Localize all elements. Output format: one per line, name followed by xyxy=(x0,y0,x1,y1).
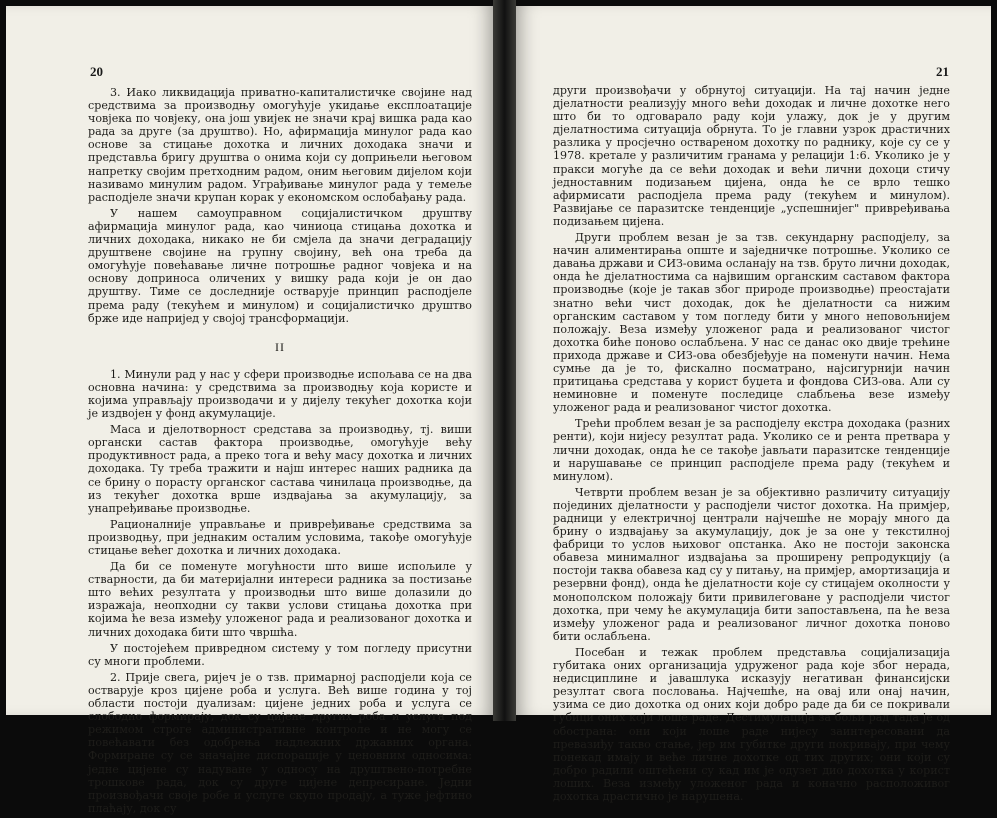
page-number: 20 xyxy=(90,64,103,79)
paragraph: 3. Иако ликвидација приватно-капиталистичке својине над средствима за производњу омогућује укидање експлоатације човјека по човјеку, она још увијек не значи крај вишка рада као рада за друге (за друштво). Но, афирмација минулог рада као основе за стицање дохотка и личних доходака значи и представља бригу друштва о онима који су доприњели његовом напретку својим претходним радом, оним његовим дијелом који називамо минулим радом. Уграђивање минулог рада у темеље расподјеле значи крупан корак у економском ослобађању рада. xyxy=(88,86,472,204)
paragraph: Рационалније управљање и привређивање средствима за производњу, при једнаким осталим условима, такође омогућује стицање већег дохотка и личних доходака. xyxy=(88,517,472,557)
paragraph: У постојећем привредном систему у том погледу присутни су многи проблеми. xyxy=(88,641,472,668)
book-gutter xyxy=(493,0,516,721)
paragraph: Посебан и тежак проблем представља социјализација губитака оних организација удруженог рада које због нерада, недисциплине и јавашлука исказују негативан финансијски резултат свога пословања. Најчешће, на овај или онај начин, узима се дио дохотка од оних који добро раде да би се покривали губици оних који лоше раде. Дестимулација за бољи рад тада је од обострана: они који лоше раде нијесу заинтересовани да превазиђу такво стање, јер им губитке други покривају, при чему понекад имају и веће личне дохотке од тих других; они који су добро радили оштећени су кад им је одузет дио дохотка у корист лоших. Веза између уложеног рада и коначно расположивог дохотка драстично је нарушена. xyxy=(553,645,950,803)
paragraph: 1. Минули рад у нас у сфери производње испољава се на два основна начина: у средствима за производњу која користе и којима управљају производачи и у дијелу текућег дохотка који је издвојен у фонд акумулације. xyxy=(88,367,472,421)
paragraph: Други проблем везан је за тзв. секундарну расподјелу, за начин алиментирања опште и заједничке потрошње. Уколико се давања држави и СИЗ-овима осланају на тзв. бруто лични доходак, онда ће дјелатностима са највишим органским саставом фактора производње (које је такав због природе производње) преостајати знатно већи чист доходак, док ће дјелатности са нижим органским саставом у том погледу бити у много неповољнијем положају. Веза између уложеног рада и реализованог чистог дохотка биће поново ослабљена. У нас се данас око двије трећине прихода државе и СИЗ-ова обезбјеђује на поменути начин. Нема сумње да је то, фискално посматрано, најсигурнији начин притицања средстава у корист буџета и фондова СИЗ-ова. Али су неминовне и поменуте последице слабљења везе између уложеног рада и реализованог чистог дохотка. xyxy=(553,231,950,415)
page-number: 21 xyxy=(936,64,949,79)
paragraph: Трећи проблем везан је за расподјелу екстра доходака (разних ренти), који нијесу резултат рада. Уколико се и рента претвара у лични доходак, онда ће се такође јављати паразитске тенденције и нарушавање се принцип расподјеле према раду (текућем и минулом). xyxy=(553,417,950,483)
right-page xyxy=(516,6,991,803)
left-page-text xyxy=(88,86,472,818)
right-page-text xyxy=(553,84,950,806)
paragraph: Четврти проблем везан је за објективно различиту ситуацију појединих дјелатности у расподјели чистог дохотка. На примјер, радници у електричној централи најчешће не морају много да брину о издвајању за акумулацију, док је за оне у текстилној фабрици то услов њиховог опстанка. Ако не постоји законска обавеза минималног издвајања за проширену репродукцију (а постоји таква обавеза кад су у питању, на примјер, амортизација и резервни фонд), онда ће дјелатности које су стицајем околности у монополском положају бити привилеговане у расподјели чистог дохотка, при чему ће акумулација бити запостављена, па ће веза између уложеног рада и реализованог личног дохотка поново бити ослабљена. xyxy=(553,485,950,643)
paragraph: 2. Прије свега, ријеч је о тзв. примарној расподјели која се остварује кроз цијене роба и услуга. Већ више година у тој области постоји дуализам: цијене једних роба и услуга се слободно формирају, док су цијене других роба и услуга под режимом строге административне контроле и не могу се повећавати без одобрења надлежних државних органа. Формиране су се значајне диспорације у ценовним односима: једне цијене су надуване у односу на друштвено-потребне трошкове рада, док су друге цијене депресиране. Једни произвођачи своје робе и услуге скупо продају, а тужe јефтино плаћају, док су xyxy=(88,670,472,815)
section-heading: II xyxy=(275,339,285,354)
paragraph: Да би се поменуте могућности што више испољиле у стварности, да би материјални интереси радника за постизање што већих резултата у производњи што више долазили до изражаја, неопходни су такви услови стицања дохотка при којима ће веза између уложеног рада и реализованог дохотка и личних доходака бити што чвршћа. xyxy=(88,560,472,639)
paragraph: други произвођачи у обрнутој ситуацији. На тај начин једне дјелатности реализују много већи доходак и личне дохотке него што би то одговарало раду који улажу, док је у другим дјелатностима ситуација обрнута. То је главни узрок драстичних разлика у просјечно оствареном дохотку по раднику, које су се у 1978. кретале у различитим гранама у релацији 1:6. Уколико је у пракси могуће да се већи доходак и већи лични дохоци стичу једноставним подизањем цијена, онда ће се врло тешко афирмисати расподјела према раду (текућем и минулом). Развијање се паразитске тенденције „успешнијег" привређивања подизањем цијена. xyxy=(553,84,950,228)
paragraph: Маса и дјелотворност средстава за производњу, тј. виши органски састав фактора производње, омогућује већу продуктивност рада, а преко тога и већу масу дохотка и личних доходака. Ту треба тражити и најш интерес наших радника да се брину о порасту органског састава чинилаца производње, да из текућег дохотка врше издвајања за акумулацију, за унапређивање производње. xyxy=(88,423,472,515)
left-page xyxy=(6,6,493,815)
paragraph: У нашем самоуправном социјалистичком друштву афирмација минулог рада, као чиниоца стицања дохотка и личних доходака, никако не би смјела да значи деградацију друштвене својине на групну својину, већ она треба да омогућује повећавање личне потрошње радног човјека и на основу доприноса оличених у вишку рада који је он дао друштву. Тиме се доследније остварује принцип расподјеле према раду (текућем и минулом) и социјалистичко друштво брже иде напријед у својој трансформацији. xyxy=(88,206,472,325)
